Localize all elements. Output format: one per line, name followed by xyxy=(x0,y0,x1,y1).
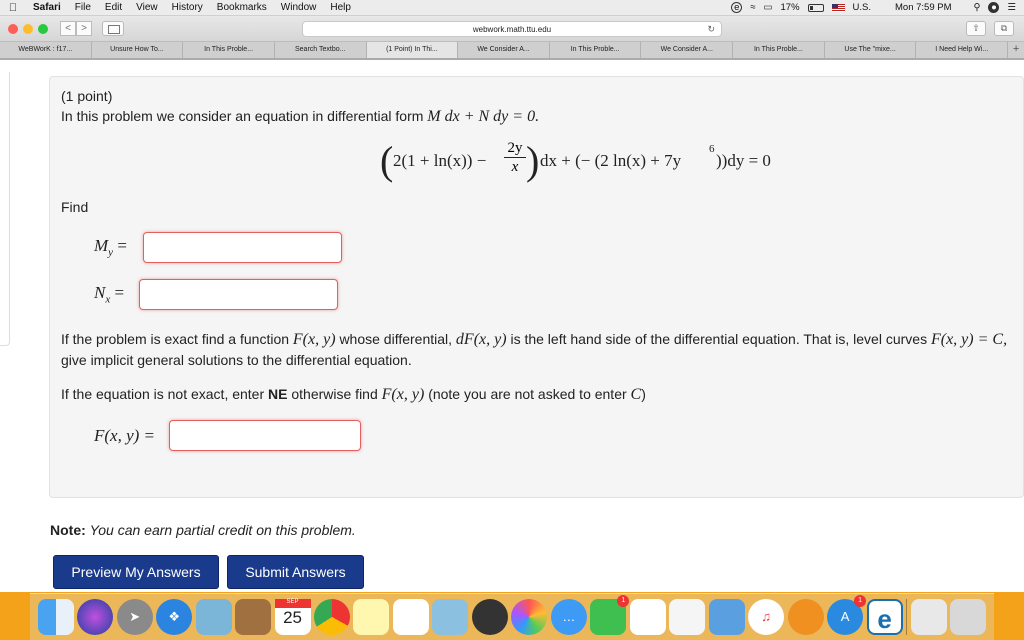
safari-icon[interactable]: ❖ xyxy=(156,599,192,635)
facetime-badge: 1 xyxy=(617,595,629,607)
my-equals: = xyxy=(117,236,127,255)
menu-window[interactable]: Window xyxy=(280,2,317,13)
exact-text-3: is the left hand side of the differential equation. That is, level curves xyxy=(510,331,928,347)
menu-file[interactable]: File xyxy=(74,2,91,13)
zoom-window-icon[interactable] xyxy=(38,24,48,34)
messages-icon[interactable]: … xyxy=(551,599,587,635)
battery-percent[interactable]: 17% xyxy=(780,2,800,13)
menu-edit[interactable]: Edit xyxy=(104,2,123,13)
menu-app-name[interactable]: Safari xyxy=(33,2,61,13)
intro-text: In this problem we consider an equation in differential form xyxy=(61,108,424,124)
menu-history[interactable]: History xyxy=(171,2,203,13)
photos-icon[interactable] xyxy=(511,599,547,635)
ne-math-c: C xyxy=(630,386,642,403)
e-status-icon[interactable]: e xyxy=(731,2,742,13)
chrome-icon[interactable] xyxy=(314,599,350,635)
notes-icon[interactable] xyxy=(353,599,389,635)
tab-4[interactable]: Search Textbo... xyxy=(275,42,367,58)
clock[interactable]: Mon 7:59 PM xyxy=(895,2,952,13)
forward-button[interactable]: > xyxy=(76,21,92,36)
nav-buttons xyxy=(60,21,92,36)
menu-bookmarks[interactable]: Bookmarks xyxy=(216,2,267,13)
tab-10[interactable]: Use The "mixe... xyxy=(825,42,917,58)
my-label-sub: y xyxy=(108,246,114,259)
ne-paragraph xyxy=(61,386,646,404)
nx-label xyxy=(94,283,124,305)
toolbar-right xyxy=(966,21,1014,36)
finder-icon[interactable] xyxy=(38,599,74,635)
pages-icon[interactable] xyxy=(669,599,705,635)
note-italic: You can earn partial credit on this problem. xyxy=(89,522,356,538)
tabs-overview-icon[interactable]: ⧉ xyxy=(994,21,1014,36)
new-tab-button[interactable]: + xyxy=(1012,43,1020,55)
tab-11[interactable]: I Need Help Wi... xyxy=(916,42,1008,58)
itunes-icon[interactable]: ♫ xyxy=(748,599,784,635)
note-bold: Note: xyxy=(50,522,86,538)
e-app-icon[interactable]: e xyxy=(867,599,903,635)
ne-text-2: otherwise find xyxy=(291,386,378,402)
tab-7[interactable]: In This Proble... xyxy=(550,42,642,58)
dock-separator xyxy=(906,599,907,635)
eq-part2: dx + (− (2 ln(x) + 7y xyxy=(540,151,682,170)
spotlight-icon[interactable]: ⚲ xyxy=(973,2,981,13)
menubar xyxy=(0,0,1024,16)
menu-view[interactable]: View xyxy=(136,2,158,13)
calendar-day: 25 xyxy=(283,608,302,627)
problem-box xyxy=(49,76,1024,498)
wifi-icon[interactable]: ≈ xyxy=(750,2,756,13)
exact-math-3: F(x, y) = C, xyxy=(930,331,1008,348)
url-text: webwork.math.ttu.edu xyxy=(472,24,552,34)
tab-3[interactable]: In This Proble... xyxy=(183,42,275,58)
address-bar[interactable] xyxy=(302,21,722,37)
status-area xyxy=(731,2,1024,13)
apple-icon[interactable] xyxy=(0,2,26,14)
eq-part3: ))dy = 0 xyxy=(716,151,771,170)
nx-answer-input[interactable] xyxy=(139,279,338,310)
problem-points: (1 point) xyxy=(61,88,113,104)
nx-label-sub: x xyxy=(105,293,111,306)
my-answer-input[interactable] xyxy=(143,232,342,263)
my-label-main: M xyxy=(94,236,109,255)
maps-icon[interactable] xyxy=(432,599,468,635)
ne-text-1: If the equation is not exact, enter xyxy=(61,386,265,402)
my-label xyxy=(94,236,127,258)
tab-8[interactable]: We Consider A... xyxy=(641,42,733,58)
tab-1[interactable]: WeBWorK : f17... xyxy=(0,42,92,58)
partial-credit-note xyxy=(50,522,356,538)
exact-paragraph xyxy=(61,329,1016,371)
app-store-icon[interactable]: A 1 xyxy=(827,599,863,635)
siri-icon[interactable] xyxy=(77,599,113,635)
exact-text-1: If the problem is exact find a function xyxy=(61,331,290,347)
submit-answers-button[interactable]: Submit Answers xyxy=(227,555,364,589)
share-icon[interactable]: ⇧ xyxy=(966,21,986,36)
contacts-icon[interactable] xyxy=(235,599,271,635)
eq-exponent: 6 xyxy=(709,143,715,155)
preview-answers-button[interactable]: Preview My Answers xyxy=(53,555,219,589)
ne-text-3: (note you are not asked to enter xyxy=(428,386,627,402)
downloads-icon[interactable] xyxy=(911,599,947,635)
ne-math: F(x, y) xyxy=(381,386,425,403)
exact-math-1: F(x, y) xyxy=(292,331,336,348)
dock xyxy=(30,593,994,640)
exact-text-4: give implicit general solutions to the differential equation. xyxy=(61,352,412,368)
menu-help[interactable]: Help xyxy=(330,2,351,13)
side-panel-edge xyxy=(0,72,10,346)
browser-toolbar xyxy=(0,16,1024,42)
app-store-badge: 1 xyxy=(854,595,866,607)
tab-bar xyxy=(0,42,1024,59)
page-content xyxy=(0,60,1024,592)
keynote-icon[interactable] xyxy=(709,599,745,635)
calendar-month: SEP xyxy=(275,599,311,608)
input-source[interactable]: U.S. xyxy=(852,2,871,13)
ne-text-4: ) xyxy=(641,386,646,402)
flag-icon[interactable] xyxy=(832,4,845,12)
find-label: Find xyxy=(61,199,89,215)
nx-equals: = xyxy=(114,283,125,302)
user-icon[interactable]: ● xyxy=(988,2,999,13)
airplay-icon[interactable]: ▭ xyxy=(763,2,773,13)
nx-label-main: N xyxy=(94,283,106,302)
intro-math: M dx + N dy = 0. xyxy=(427,108,540,125)
tab-9[interactable]: In This Proble... xyxy=(733,42,825,58)
eq-part1: 2(1 + ln(x)) − xyxy=(393,151,487,170)
back-button[interactable]: < xyxy=(60,21,76,36)
launchpad-icon[interactable]: ➤ xyxy=(117,599,153,635)
reminders-icon[interactable] xyxy=(393,599,429,635)
exact-text-2: whose differential, xyxy=(339,331,453,347)
eq-frac-num: 2y xyxy=(504,139,526,158)
differential-equation xyxy=(380,135,800,185)
window-controls xyxy=(8,24,48,34)
preview-icon[interactable] xyxy=(196,599,232,635)
f-answer-input[interactable] xyxy=(169,420,361,451)
minimize-window-icon[interactable] xyxy=(23,24,33,34)
trash-icon[interactable] xyxy=(950,599,986,635)
notification-center-icon[interactable]: ☰ xyxy=(1007,2,1016,13)
ibooks-icon[interactable] xyxy=(788,599,824,635)
calendar-icon[interactable] xyxy=(275,599,311,635)
exact-math-2: dF(x, y) xyxy=(455,331,507,348)
sidebar-toggle-icon[interactable] xyxy=(102,21,124,36)
eq-frac-den: x xyxy=(511,159,519,175)
problem-intro xyxy=(61,108,539,126)
reload-icon[interactable]: ↻ xyxy=(707,23,715,34)
eq-right-paren: ) xyxy=(526,138,540,183)
tab-5-active[interactable]: (1 Point) In Thi... xyxy=(367,42,459,58)
facetime-icon[interactable] xyxy=(590,599,626,635)
close-window-icon[interactable] xyxy=(8,24,18,34)
eq-fraction xyxy=(504,139,526,176)
ne-bold: NE xyxy=(268,386,288,402)
eq-left-paren: ( xyxy=(380,138,394,183)
photo-booth-icon[interactable] xyxy=(472,599,508,635)
tab-6[interactable]: We Consider A... xyxy=(458,42,550,58)
battery-icon[interactable] xyxy=(808,4,824,12)
tab-2[interactable]: Unsure How To... xyxy=(92,42,184,58)
f-label: F(x, y) = xyxy=(94,426,156,445)
numbers-icon[interactable] xyxy=(630,599,666,635)
